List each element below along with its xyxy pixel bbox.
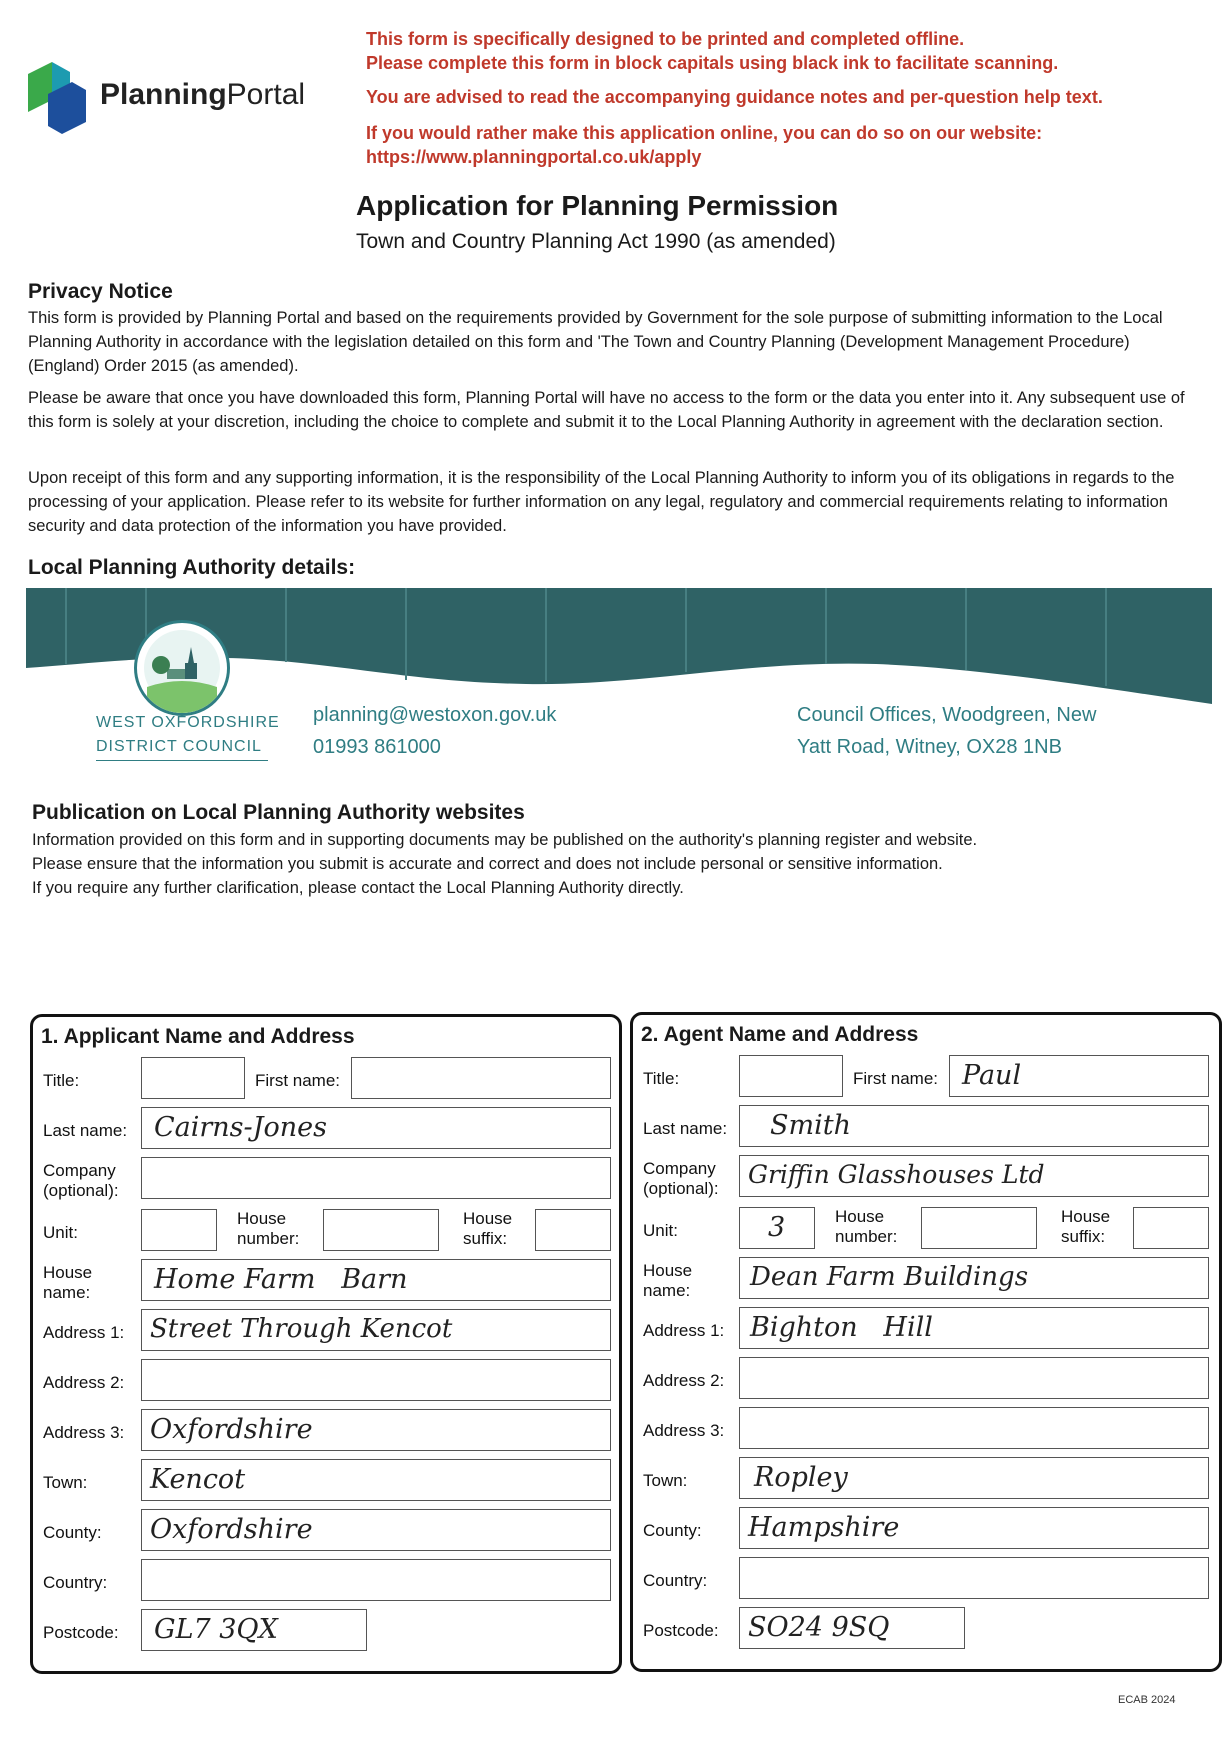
agent-address1-value: Bighton Hill — [750, 1312, 933, 1343]
applicant-company-label-1: Company — [43, 1161, 116, 1180]
agent-house-number-label-2: number: — [835, 1227, 898, 1246]
applicant-address3-label: Address 3: — [43, 1423, 125, 1442]
agent-last-name-label: Last name: — [643, 1119, 728, 1138]
applicant-last-name-label: Last name: — [43, 1121, 128, 1140]
applicant-title-field[interactable] — [141, 1057, 245, 1099]
agent-address3-field[interactable] — [739, 1407, 1209, 1449]
agent-company-label-1: Company — [643, 1159, 716, 1178]
agent-company-label-2: (optional): — [643, 1179, 719, 1198]
applicant-first-name-field[interactable] — [351, 1057, 611, 1099]
applicant-county-field[interactable] — [141, 1509, 611, 1551]
council-name-line2: DISTRICT COUNCIL — [96, 738, 262, 755]
agent-address1-field[interactable] — [739, 1307, 1209, 1349]
agent-house-suffix-label-1: House — [1061, 1207, 1111, 1226]
agent-county-value: Hampshire — [748, 1512, 900, 1543]
applicant-address3-value: Oxfordshire — [150, 1414, 313, 1445]
applicant-address2-label: Address 2: — [43, 1373, 125, 1392]
applicant-postcode-label: Postcode: — [43, 1623, 119, 1642]
form-subtitle: Town and Country Planning Act 1990 (as amended) — [356, 230, 836, 253]
applicant-house-name-label-2: name: — [43, 1283, 91, 1302]
agent-house-name-value: Dean Farm Buildings — [750, 1262, 1029, 1292]
applicant-panel — [30, 1014, 622, 1674]
agent-address2-label: Address 2: — [643, 1371, 725, 1390]
agent-address2-field[interactable] — [739, 1357, 1209, 1399]
offline-warning: This form is specifically designed to be printed and completed offline. — [366, 29, 965, 49]
logo-text-light: Portal — [226, 78, 306, 111]
agent-unit-field[interactable] — [739, 1207, 815, 1249]
applicant-country-field[interactable] — [141, 1559, 611, 1601]
agent-title-label: Title: — [643, 1069, 680, 1088]
council-address-line1: Council Offices, Woodgreen, New — [797, 704, 1097, 726]
agent-town-value: Ropley — [754, 1462, 848, 1493]
agent-house-name-label-2: name: — [643, 1281, 691, 1300]
applicant-address1-field[interactable] — [141, 1309, 611, 1351]
council-crest-icon — [137, 623, 227, 713]
footer-code: ECAB 2024 — [1118, 1694, 1176, 1706]
applicant-town-field[interactable] — [141, 1459, 611, 1501]
agent-house-name-field[interactable] — [739, 1257, 1209, 1299]
agent-county-field[interactable] — [739, 1507, 1209, 1549]
applicant-address1-label: Address 1: — [43, 1323, 125, 1342]
applicant-title-label: Title: — [43, 1071, 80, 1090]
applicant-postcode-value: GL7 3QX — [154, 1614, 278, 1645]
publication-line-1: Information provided on this form and in supporting documents may be published on the authority's planning register and website. — [32, 831, 978, 849]
agent-address3-label: Address 3: — [643, 1421, 725, 1440]
agent-last-name-value: Smith — [770, 1110, 851, 1141]
agent-house-number-label-1: House — [835, 1207, 885, 1226]
applicant-postcode-field[interactable] — [141, 1609, 367, 1651]
privacy-heading: Privacy Notice — [28, 280, 173, 303]
applicant-house-number-field[interactable] — [323, 1209, 439, 1251]
council-address-line2: Yatt Road, Witney, OX28 1NB — [797, 736, 1062, 758]
guidance-warning: You are advised to read the accompanying guidance notes and per-question help text. — [366, 87, 1103, 107]
logo-text-bold: Planning — [100, 78, 227, 111]
agent-address1-label: Address 1: — [643, 1321, 725, 1340]
agent-house-suffix-field[interactable] — [1133, 1207, 1209, 1249]
publication-line-2: Please ensure that the information you submit is accurate and correct and does not include personal or sensitive information. — [32, 855, 943, 873]
applicant-house-name-label-1: House — [43, 1263, 93, 1282]
online-warning: If you would rather make this application online, you can do so on our website: — [366, 123, 1043, 143]
agent-town-field[interactable] — [739, 1457, 1209, 1499]
agent-last-name-field[interactable] — [739, 1105, 1209, 1147]
agent-company-value: Griffin Glasshouses Ltd — [748, 1160, 1045, 1189]
applicant-house-number-label-1: House — [237, 1209, 287, 1228]
council-email[interactable]: planning@westoxon.gov.uk — [313, 704, 557, 726]
agent-unit-value: 3 — [768, 1212, 786, 1243]
publication-heading: Publication on Local Planning Authority websites — [32, 801, 525, 824]
planning-portal-logo — [22, 60, 322, 140]
agent-postcode-label: Postcode: — [643, 1621, 719, 1640]
applicant-house-name-value: Home Farm Barn — [154, 1264, 408, 1295]
privacy-paragraph-3: Upon receipt of this form and any supporting information, it is the responsibility of the Local Planning Authority to inform you of its obligations in regards to the processing of your application. Please refer to its website for further information on any legal, regulatory and commercial requirements relating to information security and data protection of the information you have provided. — [28, 469, 1175, 535]
agent-first-name-field[interactable] — [949, 1055, 1209, 1097]
council-phone: 01993 861000 — [313, 736, 441, 758]
form-title: Application for Planning Permission — [356, 190, 839, 221]
applicant-address1-value: Street Through Kencot — [150, 1314, 453, 1344]
council-underline — [96, 760, 268, 761]
applicant-house-suffix-label-1: House — [463, 1209, 513, 1228]
agent-company-field[interactable] — [739, 1155, 1209, 1197]
council-name-line1: WEST OXFORDSHIRE — [96, 714, 280, 731]
applicant-last-name-field[interactable] — [141, 1107, 611, 1149]
applicant-town-value: Kencot — [150, 1464, 246, 1495]
agent-title-field[interactable] — [739, 1055, 843, 1097]
applicant-address2-field[interactable] — [141, 1359, 611, 1401]
applicant-town-label: Town: — [43, 1473, 88, 1492]
applicant-house-suffix-field[interactable] — [535, 1209, 611, 1251]
agent-county-label: County: — [643, 1521, 702, 1540]
agent-house-number-field[interactable] — [921, 1207, 1037, 1249]
privacy-paragraph-2: Please be aware that once you have downloaded this form, Planning Portal will have no access to the form or the data you enter into it. Any subsequent use of this form is solely at your discretion, including the choice to complete and submit it to the Local Planning Authority in agreement with the declaration section. — [28, 389, 1185, 431]
applicant-last-name-value: Cairns-Jones — [154, 1112, 327, 1143]
agent-town-label: Town: — [643, 1471, 688, 1490]
applicant-first-name-label: First name: — [255, 1071, 341, 1090]
publication-line-3: If you require any further clarification, please contact the Local Planning Authority directly. — [32, 879, 684, 897]
agent-heading: 2. Agent Name and Address — [641, 1023, 919, 1046]
applicant-house-suffix-label-2: suffix: — [463, 1229, 508, 1248]
applicant-house-number-label-2: number: — [237, 1229, 300, 1248]
agent-postcode-field[interactable] — [739, 1607, 965, 1649]
block-capitals-warning: Please complete this form in block capitals using black ink to facilitate scanning. — [366, 53, 1059, 73]
apply-link[interactable]: https://www.planningportal.co.uk/apply — [366, 147, 702, 167]
agent-first-name-value: Paul — [962, 1060, 1022, 1091]
applicant-country-label: Country: — [43, 1573, 108, 1592]
agent-country-field[interactable] — [739, 1557, 1209, 1599]
agent-first-name-label: First name: — [853, 1069, 939, 1088]
lpa-heading: Local Planning Authority details: — [28, 556, 356, 579]
applicant-company-field[interactable] — [141, 1157, 611, 1199]
applicant-company-label-2: (optional): — [43, 1181, 119, 1200]
agent-unit-label: Unit: — [643, 1221, 678, 1240]
applicant-county-value: Oxfordshire — [150, 1514, 313, 1545]
agent-postcode-value: SO24 9SQ — [748, 1612, 890, 1643]
applicant-unit-field[interactable] — [141, 1209, 217, 1251]
applicant-heading: 1. Applicant Name and Address — [41, 1025, 355, 1048]
applicant-house-name-field[interactable] — [141, 1259, 611, 1301]
agent-country-label: Country: — [643, 1571, 708, 1590]
planning-portal-logo-icon — [22, 60, 92, 136]
agent-house-name-label-1: House — [643, 1261, 693, 1280]
council-crest — [134, 620, 230, 716]
privacy-paragraph-1: This form is provided by Planning Portal and based on the requirements provided by Government for the sole purpose of submitting information to the Local Planning Authority in accordance with the legislation detailed on this form and 'The Town and Country Planning (Development Management Procedure) (England) Order 2015 (as amended). — [28, 309, 1163, 375]
applicant-county-label: County: — [43, 1523, 102, 1542]
applicant-address3-field[interactable] — [141, 1409, 611, 1451]
agent-house-suffix-label-2: suffix: — [1061, 1227, 1106, 1246]
agent-panel — [630, 1012, 1222, 1672]
applicant-unit-label: Unit: — [43, 1223, 78, 1242]
